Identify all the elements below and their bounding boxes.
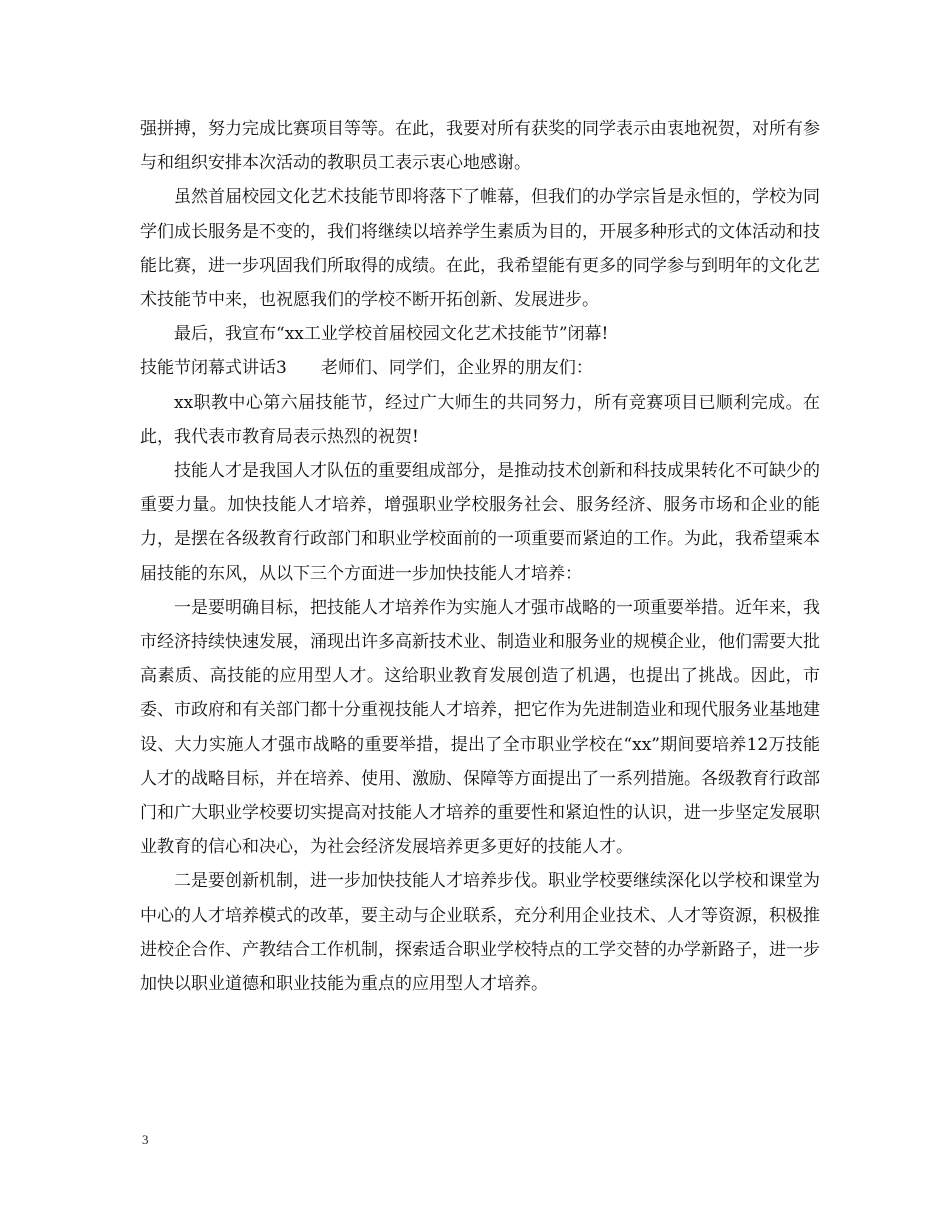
paragraph-6: 技能人才是我国人才队伍的重要组成部分，是推动技术创新和科技成果转化不可缺少的重要力量。加快技能人才培养，增强职业学校服务社会、服务经济、服务市场和企业的能力，是摆在各级教育行政部门和职业学校面前的一项重要而紧迫的工作。为此，我希望乘本届技能的东风，从以下三个方面进一步加快技能人才培养：	[140, 461, 820, 584]
paragraph-2: 虽然首届校园文化艺术技能节即将落下了帷幕，但我们的办学宗旨是永恒的，学校为同学们成长服务是不变的，我们将继续以培养学生素质为目的，开展多种形式的文体活动和技能比赛，进一步巩固我们所取得的成绩。在此，我希望能有更多的同学参与到明年的文化艺术技能节中来，也祝愿我们的学校不断开拓创新、发展进步。	[140, 187, 820, 311]
paragraph-8: 二是要创新机制，进一步加快技能人才培养步伐。职业学校要继续深化以学校和课堂为中心的人才培养模式的改革，要主动与企业联系，充分利用企业技术、人才等资源，积极推进校企合作、产教结合工作机制，探索适合职业学校特点的工学交替的办学新路子，进一步加快以职业道德和职业技能为重点的应用型人才培养。	[140, 871, 820, 995]
section-heading-line: 技能节闭幕式讲话3 老师们、同学们，企业界的朋友们：	[140, 358, 593, 379]
paragraph-1: 强拼搏，努力完成比赛项目等等。在此，我要对所有获奖的同学表示由衷地祝贺，对所有参与和组织安排本次活动的教职员工表示衷心地感谢。	[140, 119, 820, 174]
document-body	[140, 112, 820, 1001]
paragraph-5: xx职教中心第六届技能节，经过广大师生的共同努力，所有竞赛项目已顺利完成。在此，我代表市教育局表示热烈的祝贺!	[140, 392, 820, 447]
paragraph-7: 一是要明确目标，把技能人才培养作为实施人才强市战略的一项重要举措。近年来，我市经济持续快速发展，涌现出许多高新技术业、制造业和服务业的规模企业，他们需要大批高素质、高技能的应用型人才。这给职业教育发展创造了机遇，也提出了挑战。因此，市委、市政府和有关部门都十分重视技能人才培养，把它作为先进制造业和现代服务业基地建设、大力实施人才强市战略的重要举措，提出了全市职业学校在“xx”期间要培养12万技能人才的战略目标，并在培养、使用、激励、保障等方面提出了一系列措施。各级教育行政部门和广大职业学校要切实提高对技能人才培养的重要性和紧迫性的认识，进一步坚定发展职业教育的信心和决心，为社会经济发展培养更多更好的技能人才。	[140, 597, 820, 858]
page-number: 3	[142, 1132, 149, 1147]
paragraph-3: 最后，我宣布“xx工业学校首届校园文化艺术技能节”闭幕!	[174, 324, 609, 345]
